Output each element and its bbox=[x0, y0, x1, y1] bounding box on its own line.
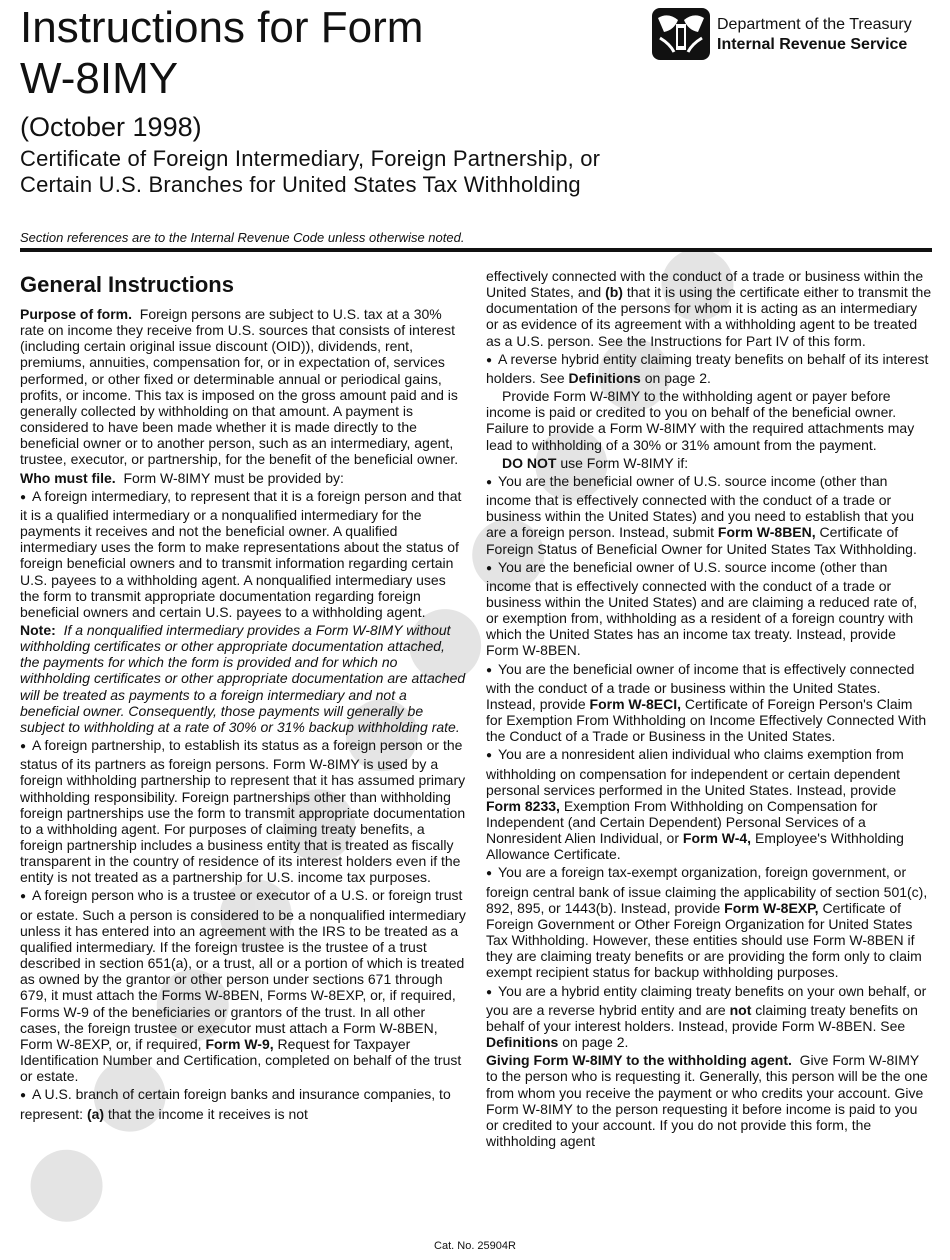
list-item-text: on page 2. bbox=[644, 369, 711, 386]
form-reference: Form W-8EXP, bbox=[724, 899, 819, 916]
header-rule bbox=[20, 248, 932, 252]
provide-paragraph: Provide Form W-8IMY to the withholding agent or payer before income is paid or credited to you on behalf of the beneficial owner. Failure to provide a Form W-8IMY with the required attachments may lead to withholding of a 30% or 31% amount from the payment. bbox=[486, 388, 915, 453]
giving-label: Giving Form W-8IMY to the withholding agent. bbox=[486, 1052, 792, 1069]
who-must-file-paragraph bbox=[20, 470, 466, 486]
catalog-number: Cat. No. 25904R bbox=[434, 1240, 516, 1252]
emphasis: not bbox=[729, 1001, 752, 1018]
paragraph-text: effectively connected with the conduct of a trade or business within the United States, and bbox=[486, 268, 924, 301]
list-item-text: on page 2. bbox=[562, 1034, 629, 1051]
purpose-label: Purpose of form. bbox=[20, 306, 133, 322]
do-not-text: use Form W-8IMY if: bbox=[560, 454, 689, 471]
list-item-text: Request for Taxpayer Identification Number and Certification, completed on behalf of the trust or estate. bbox=[20, 1035, 462, 1085]
list-item bbox=[486, 983, 932, 1051]
list-item-text: A foreign intermediary, to represent that it is a foreign person and that it is a qualified intermediary or a nonqualified intermediary for the payments it receives and not the beneficial owner. A qualified intermediary uses the form to make representations about the status of foreign beneficial owners and to transmit information regarding certain U.S. payees to a withholding agent. A nonqualified intermediary uses the form to transmit appropriate documentation regarding foreign beneficial owners and certain U.S. payees to a withholding agent. bbox=[20, 487, 462, 620]
agency-department: Department of the Treasury bbox=[717, 16, 912, 33]
list-item-text: Certificate of Foreign Government or Other Foreign Organization for United States Tax Withholding. However, these entities should use Form W-8BEN if they are claiming treaty benefits or are providing the form only to claim exempt recipient status for backup withholding purposes. bbox=[486, 899, 922, 981]
definitions-reference: Definitions bbox=[486, 1034, 559, 1051]
form-reference: Form W-8BEN, bbox=[717, 524, 816, 541]
form-reference: Form W-4, bbox=[682, 830, 752, 847]
agency-block bbox=[652, 8, 942, 60]
form-reference: Form 8233, bbox=[486, 797, 560, 814]
list-item bbox=[486, 559, 932, 659]
form-reference: Form W-9, bbox=[205, 1035, 274, 1052]
section-reference-note: Section references are to the Internal Revenue Code unless otherwise noted. bbox=[20, 230, 465, 245]
section-title: General Instructions bbox=[20, 272, 234, 297]
giving-paragraph bbox=[486, 1052, 932, 1149]
giving-text: Give Form W-8IMY to the person who is requesting it. Generally, this person will be the one from whom you receive the payment or who credits your account. Give Form W-8IMY to the person requesting it before income is paid to you or credited to your account. If you do not provide this form, the withholding agent bbox=[486, 1052, 928, 1149]
purpose-text: Foreign persons are subject to U.S. tax at a 30% rate on income they receive from U.S. sources that consists of interest (including certain original issue discount (OID)), dividends, rent, premiums, annuities, compensation for, or in expectation of, services performed, or other fixed or determinable annual or periodical gains, profits, or income. This tax is imposed on the gross amount paid and is generally collected by withholding on that amount. A payment is considered to have been made whether it is made directly to the beneficial owner or to another person, such as an intermediary, agent, trustee, executor, or partnership, for the benefit of the beneficial owner. bbox=[20, 306, 459, 468]
do-not-label: DO NOT bbox=[502, 454, 557, 471]
irs-eagle-logo-icon bbox=[652, 8, 710, 60]
title-line-1: Instructions for Form bbox=[20, 3, 424, 52]
note-text: If a nonqualified intermediary provides a Form W-8IMY without withholding certificates or other appropriate documentation attached, the payments for which the form is provided and for which no withholding certificates or other appropriate documentation are attached will be treated as payments to a foreign intermediary and not a beneficial owner. Consequently, those payments will generally be subject to withholding at a rate of 30% or 31% backup withholding rate. bbox=[20, 621, 466, 735]
list-item bbox=[486, 351, 932, 386]
list-item-text: A reverse hybrid entity claiming treaty benefits on behalf of its interest holders. See bbox=[486, 350, 929, 386]
document-header bbox=[20, 0, 932, 252]
list-item-text: A foreign partnership, to establish its status as a foreign person or the status of its partners as foreign persons. Form W-8IMY is used by a foreign withholding partnership to represent that it has assumed primary withholding responsibility. Foreign partnerships other than withholding foreign partnerships use the form to transmit appropriate documentation to a withholding agent. For purposes of claiming treaty benefits, a foreign partnership includes a business entity that is treated as fiscally transparent in the country of residence of its interest holders even if the entity is not treated as a partnership for U.S. income tax purposes. bbox=[20, 737, 466, 886]
continued-paragraph bbox=[486, 268, 932, 349]
item-marker: (b) bbox=[605, 284, 623, 301]
list-item bbox=[20, 887, 466, 1084]
list-item-text: You are the beneficial owner of U.S. source income (other than income that is effectively connected with the conduct of a trade or business within the United States) and you need to establish that you are a foreign person. Instead, submit bbox=[486, 472, 915, 541]
list-item-text: You are the beneficial owner of income that is effectively connected with the conduct of a trade or business within the United States. Instead, provide bbox=[486, 660, 915, 712]
form-reference: Form W-8ECI, bbox=[589, 695, 682, 712]
note-paragraph bbox=[20, 622, 466, 735]
list-item-text: Employee's Withholding Allowance Certificate. bbox=[486, 830, 904, 863]
list-item-text: Exemption From Withholding on Compensation for Independent (and Certain Dependent) Personal Services of a Nonresident Alien Individual, or bbox=[486, 797, 878, 847]
list-item-text: You are the beneficial owner of U.S. source income (other than income that is effectively connected with the conduct of a trade or business within the United States) and are claiming a reduced rate of, or exemption from, withholding as a resident of a foreign country with which the United States has an income tax treaty. Instead, provide Form W-8BEN. bbox=[486, 558, 918, 659]
definitions-reference: Definitions bbox=[568, 369, 641, 386]
list-item-text: that the income it receives is not bbox=[107, 1105, 308, 1122]
left-column bbox=[20, 268, 466, 1124]
note-label: Note: bbox=[20, 621, 56, 638]
list-item bbox=[20, 488, 466, 620]
paragraph-text: that it is using the certificate either to transmit the documentation of the persons for whom it is acting as an intermediary or as evidence of its agreement with a withholding agent to be treated as a U.S. person. See the Instructions for Part IV of this form. bbox=[486, 284, 932, 349]
list-item bbox=[20, 1086, 466, 1121]
list-item bbox=[486, 746, 932, 862]
list-item bbox=[20, 737, 466, 885]
list-item bbox=[486, 473, 932, 557]
purpose-paragraph bbox=[20, 306, 466, 468]
list-item-text: You are a foreign tax-exempt organization, foreign government, or foreign central bank of issue claiming the applicability of section 501(c), 892, 895, or 1443(b). Instead, provide bbox=[486, 864, 928, 916]
list-item-text: Certificate of Foreign Person's Claim for Exemption From Withholding on Income Effectively Connected With the Conduct of a Trade or Business in the United States. bbox=[486, 695, 927, 745]
form-subtitle: Certificate of Foreign Intermediary, Foreign Partnership, or Certain U.S. Branches for United States Tax Withholding bbox=[20, 146, 601, 197]
revision-date: (October 1998) bbox=[20, 112, 202, 142]
item-marker: (a) bbox=[86, 1105, 105, 1122]
list-item-text: Certificate of Foreign Status of Beneficial Owner for United States Tax Withholding. bbox=[486, 524, 917, 557]
who-label: Who must file. bbox=[20, 469, 116, 486]
agency-name: Internal Revenue Service bbox=[717, 36, 908, 53]
list-item bbox=[486, 864, 932, 980]
list-item-text: A U.S. branch of certain foreign banks and insurance companies, to represent: bbox=[20, 1086, 451, 1122]
list-item-text: You are a nonresident alien individual who claims exemption from withholding on compensation for independent or certain dependent personal services performed in the United States. Instead, provide bbox=[486, 746, 904, 798]
list-item-text: You are a hybrid entity claiming treaty benefits on your own behalf, or you are a reverse hybrid entity and are bbox=[486, 982, 927, 1018]
right-column bbox=[486, 268, 932, 1151]
who-text: Form W-8IMY must be provided by: bbox=[123, 469, 344, 486]
list-item-text: A foreign person who is a trustee or executor of a U.S. or foreign trust or estate. Such a person is considered to be a nonqualified intermediary unless it has entered into an agreement with the IRS to be treated as a qualified intermediary. If the foreign trustee is the trustee of a trust described in section 651(a), or a trust, all or a portion of which is treated as owned by the grantor or other person under sections 671 through 679, it must attach the Forms W-8BEN, Forms W-8EXP, or, if required, Forms W-9 of the beneficiaries or grantors of the trust. In all other cases, the foreign trustee or executor must attach a Form W-8BEN, Form W-8EXP, or, if required, bbox=[20, 887, 466, 1052]
do-not-use-paragraph bbox=[486, 455, 932, 471]
title-line-2: W-8IMY bbox=[20, 54, 179, 103]
list-item bbox=[486, 661, 932, 745]
list-item-text: claiming treaty benefits on behalf of your interest holders. Instead, provide Form W-8BEN. See bbox=[486, 1001, 918, 1034]
